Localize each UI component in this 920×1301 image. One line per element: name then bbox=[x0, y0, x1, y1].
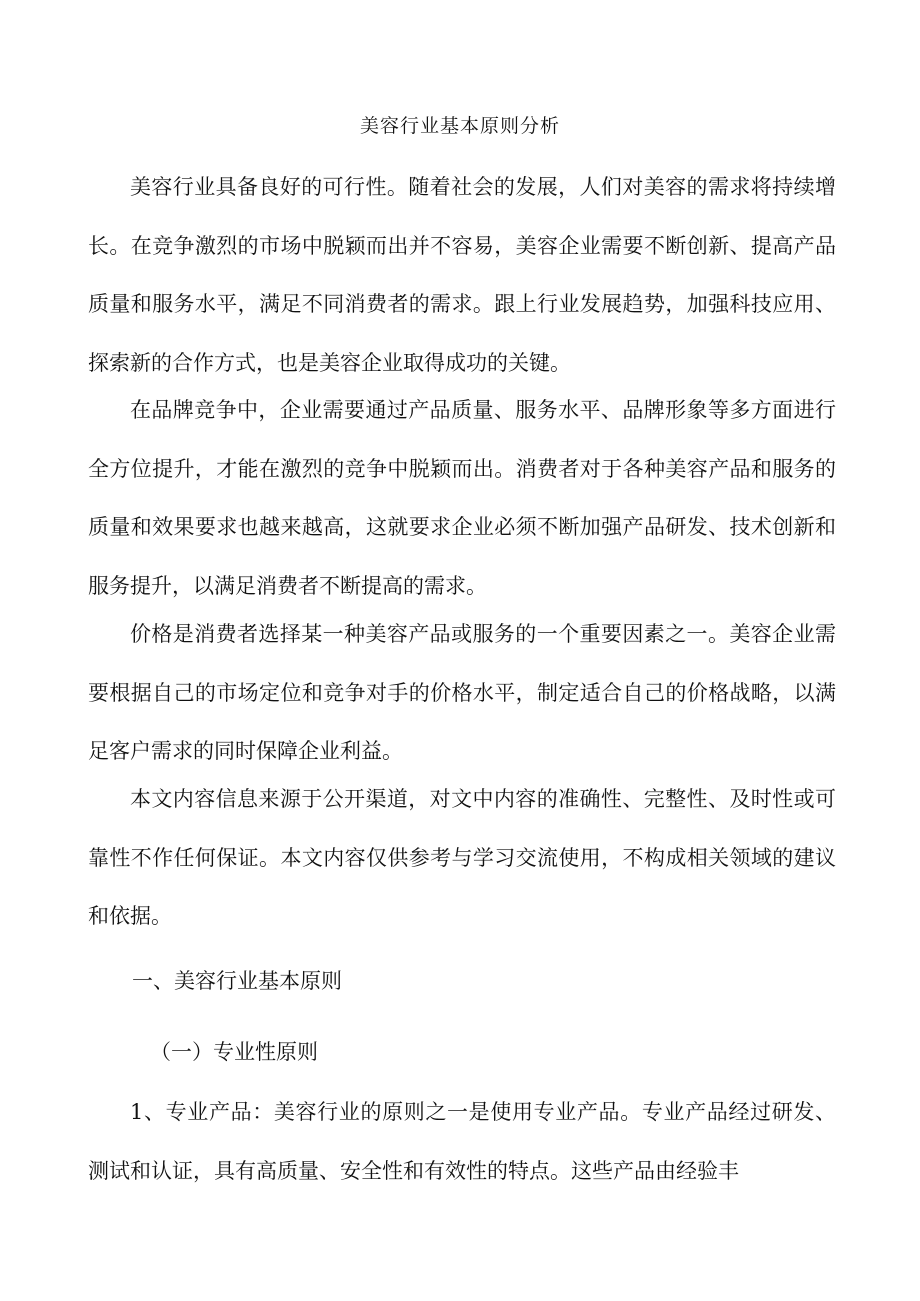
paragraph-disclaimer: 本文内容信息来源于公开渠道，对文中内容的准确性、完整性、及时性或可靠性不作任何保证。本文内容仅供参考与学习交流使用，不构成相关领域的建议和依据。 bbox=[88, 787, 836, 928]
document-title: 美容行业基本原则分析 bbox=[359, 115, 560, 137]
section-heading-1: 一、美容行业基本原则 bbox=[132, 969, 342, 993]
section-heading-2: （一）专业性原则 bbox=[150, 1040, 318, 1064]
paragraph-professional-products: 1、专业产品：美容行业的原则之一是使用专业产品。专业产品经过研发、测试和认证，具有高质量、安全性和有效性的特点。这些产品由经验丰 bbox=[88, 1100, 836, 1183]
paragraph-brand-competition: 在品牌竞争中，企业需要通过产品质量、服务水平、品牌形象等多方面进行全方位提升，才能在激烈的竞争中脱颖而出。消费者对于各种美容产品和服务的质量和效果要求也越来越高，这就要求企业必须不断加强产品研发、技术创新和服务提升，以满足消费者不断提高的需求。 bbox=[88, 398, 836, 598]
paragraph-pricing: 价格是消费者选择某一种美容产品或服务的一个重要因素之一。美容企业需要根据自己的市场定位和竞争对手的价格水平，制定适合自己的价格战略，以满足客户需求的同时保障企业利益。 bbox=[88, 622, 836, 763]
paragraph-feasibility: 美容行业具备良好的可行性。随着社会的发展，人们对美容的需求将持续增长。在竞争激烈的市场中脱颖而出并不容易，美容企业需要不断创新、提高产品质量和服务水平，满足不同消费者的需求。跟上行业发展趋势，加强科技应用、探索新的合作方式，也是美容企业取得成功的关键。 bbox=[88, 175, 836, 375]
